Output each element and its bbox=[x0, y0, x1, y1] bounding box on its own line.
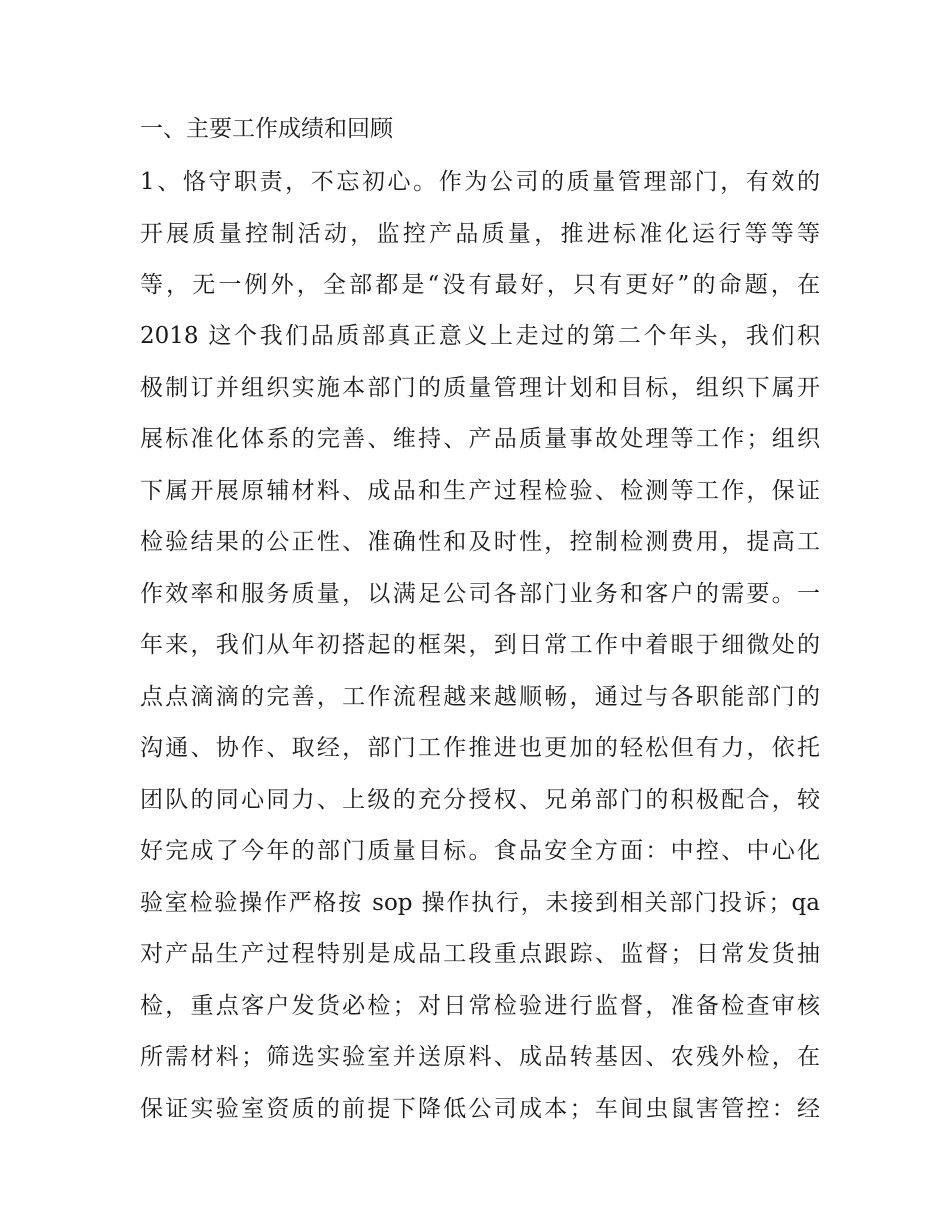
paragraph-line: 2018 这个我们品质部真正意义上走过的第二个年头，我们积 bbox=[140, 323, 820, 349]
paragraph-line: 检验结果的公正性、准确性和及时性，控制检测费用，提高工 bbox=[140, 529, 820, 555]
paragraph-line: 1、恪守职责，不忘初心。作为公司的质量管理部门，有效的 bbox=[140, 169, 820, 195]
paragraph-line: 保证实验室资质的前提下降低公司成本；车间虫鼠害管控：经 bbox=[140, 1096, 820, 1122]
paragraph-line: 团队的同心同力、上级的充分授权、兄弟部门的积极配合，较 bbox=[140, 787, 820, 813]
paragraph-line: 沟通、协作、取经，部门工作推进也更加的轻松但有力，依托 bbox=[140, 735, 820, 761]
paragraph-line: 下属开展原辅材料、成品和生产过程检验、检测等工作，保证 bbox=[140, 478, 820, 504]
paragraph-line: 极制订并组织实施本部门的质量管理计划和目标，组织下属开 bbox=[140, 375, 820, 401]
paragraph-line: 年来，我们从年初搭起的框架，到日常工作中着眼于细微处的 bbox=[140, 632, 820, 658]
paragraph-line: 等，无一例外，全部都是“没有最好，只有更好”的命题，在 bbox=[140, 272, 820, 298]
paragraph-line: 检，重点客户发货必检；对日常检验进行监督，准备检查审核 bbox=[140, 993, 820, 1019]
paragraph-line: 作效率和服务质量，以满足公司各部门业务和客户的需要。一 bbox=[140, 581, 820, 607]
paragraph-line: 开展质量控制活动，监控产品质量，推进标准化运行等等等 bbox=[140, 221, 820, 247]
paragraph-line: 验室检验操作严格按 sop 操作执行，未接到相关部门投诉；qa bbox=[140, 890, 820, 916]
paragraph-line: 所需材料；筛选实验室并送原料、成品转基因、农残外检，在 bbox=[140, 1044, 820, 1070]
paragraph-line: 点点滴滴的完善，工作流程越来越顺畅，通过与各职能部门的 bbox=[140, 684, 820, 710]
paragraph-line: 对产品生产过程特别是成品工段重点跟踪、监督；日常发货抽 bbox=[140, 941, 820, 967]
paragraph-line: 好完成了今年的部门质量目标。食品安全方面：中控、中心化 bbox=[140, 838, 820, 864]
section-heading: 一、主要工作成绩和回顾 bbox=[140, 116, 393, 142]
paragraph-line: 展标准化体系的完善、维持、产品质量事故处理等工作；组织 bbox=[140, 426, 820, 452]
